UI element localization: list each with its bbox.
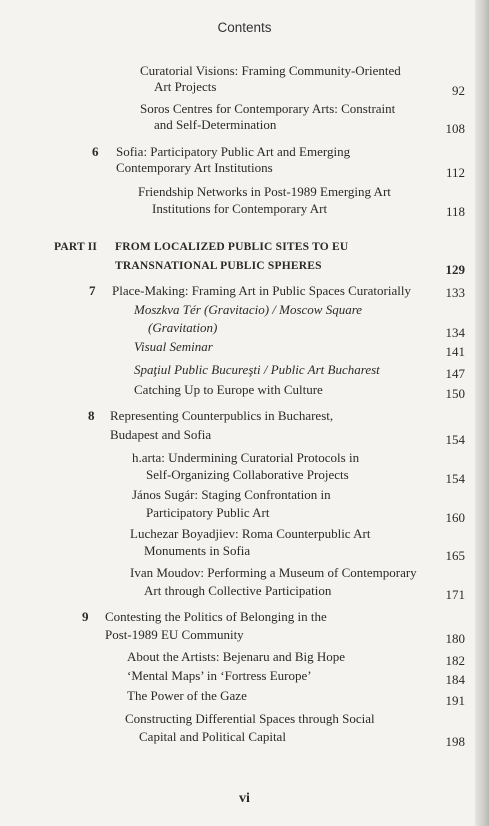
toc-page-number: 154 (445, 432, 465, 447)
toc-entry-title-cont: Self-Organizing Collaborative Projects (146, 467, 349, 482)
toc-entry-title: h.arta: Undermining Curatorial Protocols in (132, 450, 360, 465)
toc-entry-title-cont: Institutions for Contemporary Art (152, 201, 328, 216)
toc-entry-title: Visual Seminar (134, 339, 213, 354)
toc-entry-title: Soros Centres for Contemporary Arts: Constraint (140, 101, 396, 116)
toc-entry-title: János Sugár: Staging Confrontation in (132, 487, 331, 502)
toc-entry-title: Constructing Differential Spaces through Social (125, 711, 375, 726)
page-edge-shadow (475, 0, 489, 826)
toc-entry-title: Moszkva Tér (Gravitacio) / Moscow Square (134, 302, 363, 317)
toc-entry-title: About the Artists: Bejenaru and Big Hope (127, 649, 346, 664)
toc-entry-title-cont: Art through Collective Participation (144, 583, 332, 598)
chapter-title-cont: Contemporary Art Institutions (116, 160, 273, 175)
part-page-number: 129 (445, 262, 465, 277)
chapter-number: 7 (89, 283, 96, 298)
toc-page-number: 92 (452, 83, 465, 98)
toc-page-number: 141 (445, 344, 465, 359)
toc-entry-title: Spaţiul Public Bucureşti / Public Art Bucharest (134, 362, 380, 377)
toc-entry-title: Friendship Networks in Post-1989 Emerging Art (138, 184, 391, 199)
chapter-title-cont: Post-1989 EU Community (105, 627, 244, 642)
part-label: PART II (54, 241, 98, 253)
toc-page-number: 165 (445, 548, 465, 563)
toc-page-number: 191 (445, 693, 465, 708)
toc-page-number: 147 (445, 366, 465, 381)
toc-page-number: 108 (445, 121, 465, 136)
toc-page-number: 118 (445, 204, 465, 219)
toc-entry-title-cont: (Gravitation) (148, 320, 218, 335)
chapter-title: Place-Making: Framing Art in Public Spaces Curatorially (112, 283, 411, 298)
part-title-cont: TRANSNATIONAL PUBLIC SPHERES (115, 260, 322, 272)
toc-entry-title: Curatorial Visions: Framing Community-Oriented (140, 63, 401, 78)
toc-page-number: 133 (445, 285, 465, 300)
toc-page-number: 184 (445, 672, 465, 687)
chapter-title: Representing Counterpublics in Bucharest, (110, 408, 334, 423)
toc-entry-title-cont: Art Projects (154, 79, 217, 94)
toc-page-number: 171 (445, 587, 465, 602)
toc-page-number: 160 (445, 510, 465, 525)
toc-page-number: 154 (445, 471, 465, 486)
toc-page-number: 180 (445, 631, 465, 646)
toc-entry-title: The Power of the Gaze (127, 688, 247, 703)
chapter-number: 6 (92, 144, 99, 159)
toc-page-number: 150 (445, 386, 465, 401)
page-title: Contents (217, 20, 272, 35)
toc-page-number: 198 (445, 734, 465, 749)
toc-entry-title: Luchezar Boyadjiev: Roma Counterpublic Art (130, 526, 371, 541)
toc-entry-title: Catching Up to Europe with Culture (134, 382, 323, 397)
chapter-title-cont: Budapest and Sofia (110, 427, 212, 442)
toc-entry-title-cont: Monuments in Sofia (144, 543, 251, 558)
toc-page-number: 182 (445, 653, 465, 668)
toc-entry-title-cont: Participatory Public Art (146, 505, 270, 520)
chapter-number: 8 (88, 408, 95, 423)
chapter-title: Contesting the Politics of Belonging in the (105, 609, 327, 624)
toc-entry-title: ‘Mental Maps’ in ‘Fortress Europe’ (127, 668, 312, 683)
toc-entry-title: Ivan Moudov: Performing a Museum of Contemporary (130, 565, 417, 580)
toc-page-number: 112 (445, 165, 465, 180)
toc-page-number: 134 (445, 325, 465, 340)
footer-page-number: vi (239, 791, 250, 806)
chapter-title: Sofia: Participatory Public Art and Emerging (116, 144, 351, 159)
toc-entry-title-cont: and Self-Determination (154, 117, 277, 132)
part-title: FROM LOCALIZED PUBLIC SITES TO EU (115, 241, 349, 253)
toc-entry-title-cont: Capital and Political Capital (139, 729, 286, 744)
chapter-number: 9 (82, 609, 89, 624)
